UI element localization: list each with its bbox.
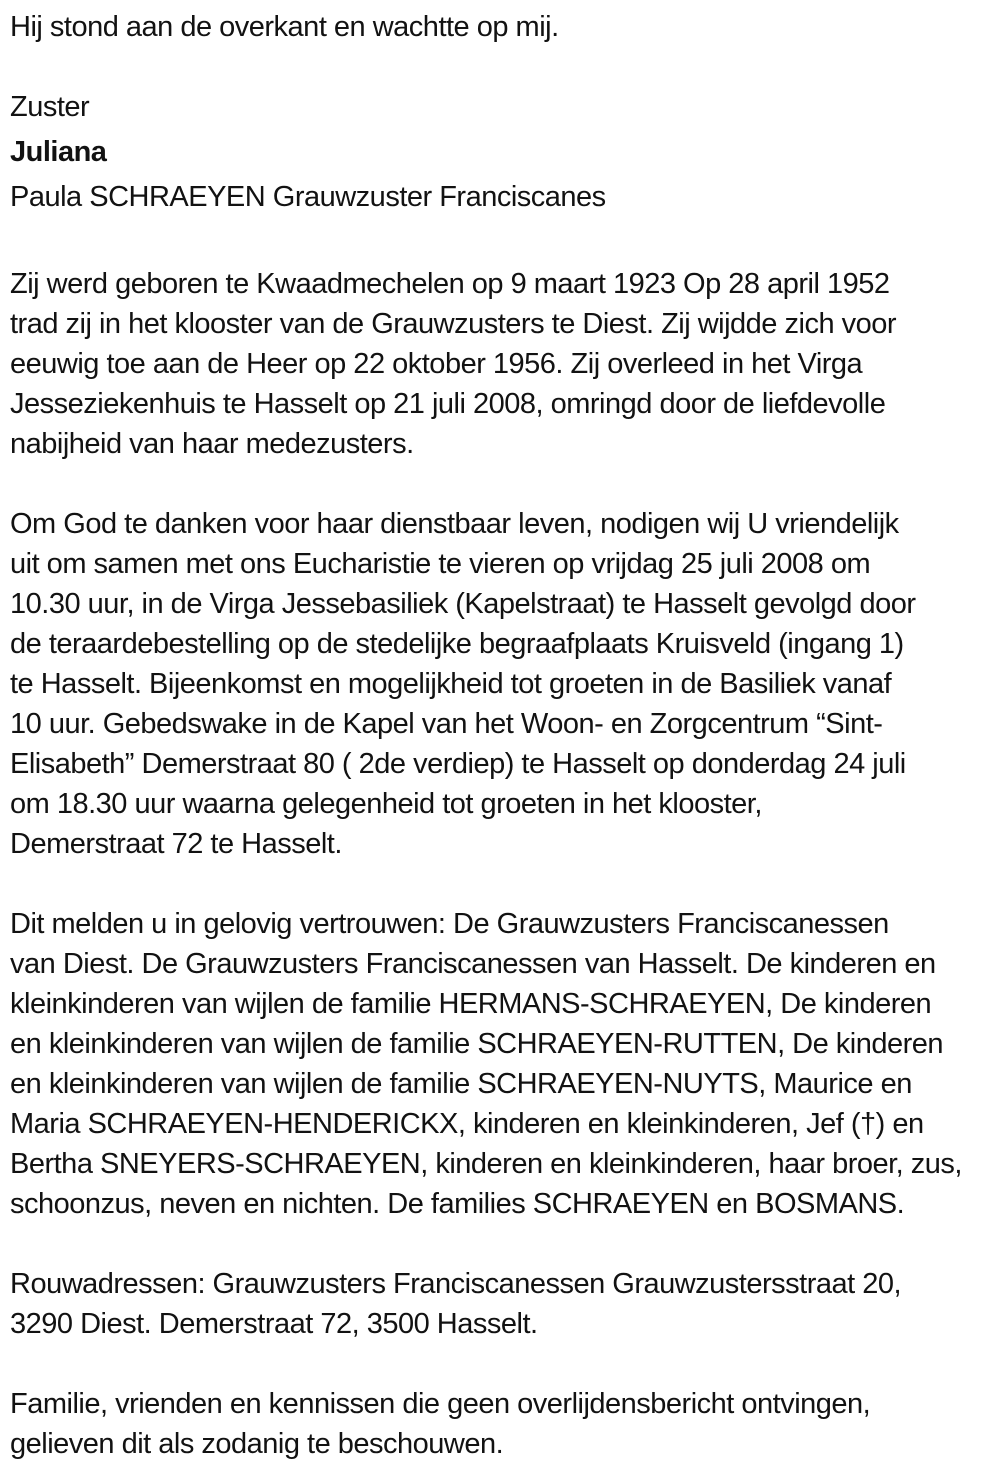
deceased-title: Zuster <box>10 91 90 123</box>
paragraph-mourning-addresses: Rouwadressen: Grauwzusters Franciscanessen Grauwzustersstraat 20, 3290 Diest. Demerstraat 72, 3500 Hasselt. <box>10 1268 902 1340</box>
epitaph-line: Hij stond aan de overkant en wachtte op mij. <box>10 11 559 43</box>
deceased-birth-name: Paula SCHRAEYEN Grauwzuster Franciscanes <box>10 181 606 213</box>
paragraph-family-announcement: Dit melden u in gelovig vertrouwen: De Grauwzusters Franciscanessen van Diest. De Grauwzusters Franciscanessen van Hasselt. De kinderen en kleinkinderen van wijlen de familie HERMANS-SCHRAEYEN, De kinderen en kleinkinderen van wijlen de familie SCHRAEYEN-RUTTEN, De kinderen en kleinkinderen van wijlen de familie SCHRAEYEN-NUYTS, Maurice en Maria SCHRAEYEN-HENDERICKX, kinderen en kleinkinderen, Jef (†) en Bertha SNEYERS-SCHRAEYEN, kinderen en kleinkinderen, haar broer, zus, schoonzus, neven en nichten. De families SCHRAEYEN en BOSMANS. <box>10 908 962 1220</box>
paragraph-life-summary: Zij werd geboren te Kwaadmechelen op 9 maart 1923 Op 28 april 1952 trad zij in het klooster van de Grauwzusters te Diest. Zij wijdde zich voor eeuwig toe aan de Heer op 22 oktober 1956. Zij overleed in het Virga Jesseziekenhuis te Hasselt op 21 juli 2008, omringd door de liefdevolle nabijheid van haar medezusters. <box>10 268 897 460</box>
paragraph-closing-notice: Familie, vrienden en kennissen die geen overlijdensbericht ontvingen, gelieven dit als zodanig te beschouwen. <box>10 1388 871 1460</box>
paragraph-funeral-invitation: Om God te danken voor haar dienstbaar leven, nodigen wij U vriendelijk uit om samen met ons Eucharistie te vieren op vrijdag 25 juli 2008 om 10.30 uur, in de Virga Jessebasiliek (Kapelstraat) te Hasselt gevolgd door de teraardebestelling op de stedelijke begraafplaats Kruisveld (ingang 1) te Hasselt. Bijeenkomst en mogelijkheid tot groeten in de Basiliek vanaf 10 uur. Gebedswake in de Kapel van het Woon- en Zorgcentrum “Sint- Elisabeth” Demerstraat 80 ( 2de verdiep) te Hasselt op donderdag 24 juli om 18.30 uur waarna gelegenheid tot groeten in het klooster, Demerstraat 72 te Hasselt. <box>10 508 916 860</box>
deceased-religious-name: Juliana <box>10 136 107 168</box>
